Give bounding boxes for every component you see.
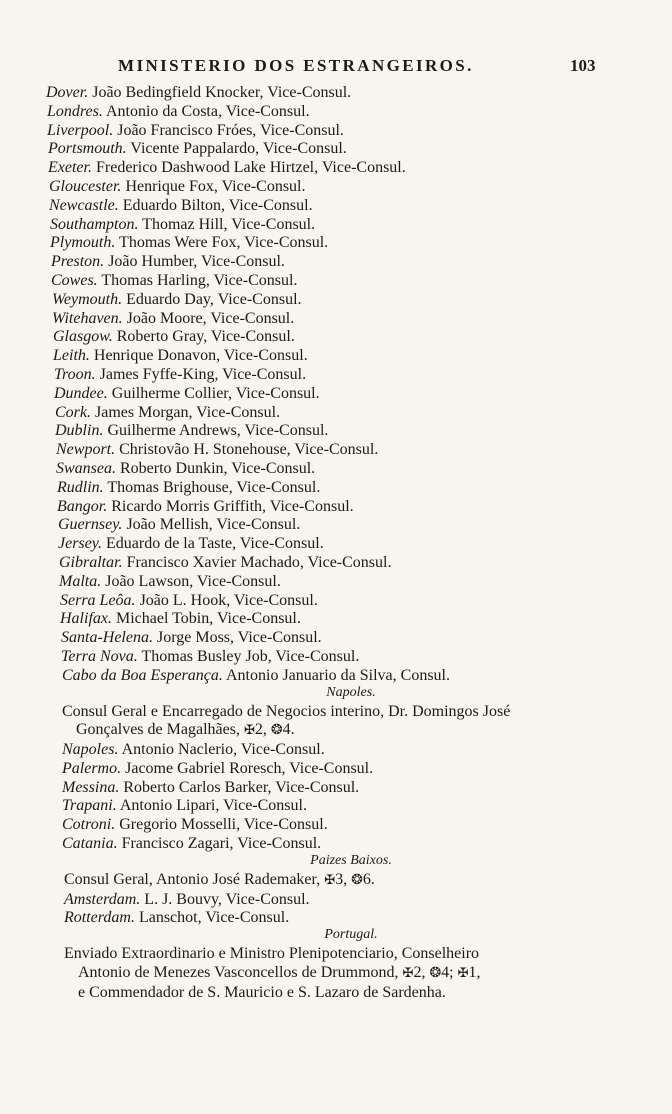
place-name: Gloucester. [49, 177, 122, 195]
consul-name: Thomas Were Fox, Vice-Consul. [119, 234, 329, 252]
list-item [46, 253, 656, 272]
place-name: Palermo. [62, 759, 122, 777]
consul-name: Jorge Moss, Vice-Consul. [156, 629, 322, 647]
consul-general-text: Consul Geral e Encarregado de Negocios interino, Dr. Domingos José [62, 702, 511, 720]
consul-list [46, 84, 656, 1003]
list-item [46, 629, 656, 648]
list-item [46, 422, 656, 441]
place-name: Troon. [54, 365, 96, 383]
list-item [46, 816, 656, 835]
list-item [46, 310, 656, 329]
consul-name: João L. Hook, Vice-Consul. [139, 591, 318, 609]
consul-name: Thomaz Hill, Vice-Consul. [142, 215, 316, 233]
envoy-line-cont [46, 964, 656, 984]
place-name: Witehaven. [52, 309, 123, 327]
consul-name: Antonio Lipari, Vice-Consul. [119, 797, 307, 815]
list-item [46, 460, 656, 479]
list-item [46, 234, 656, 253]
list-item [46, 797, 656, 816]
consul-general-line-cont [46, 721, 656, 741]
consul-name: Henrique Donavon, Vice-Consul. [93, 347, 308, 365]
place-name: Santa-Helena. [61, 629, 153, 647]
consul-name: Gregorio Mosselli, Vice-Consul. [119, 816, 328, 834]
place-name: Preston. [51, 253, 105, 271]
consul-name: Thomas Busley Job, Vice-Consul. [141, 647, 360, 665]
place-name: Londres. [47, 102, 103, 120]
list-item [46, 610, 656, 629]
envoy-line [46, 945, 656, 964]
list-item [46, 835, 656, 854]
list-item [46, 667, 656, 686]
section-heading-napoles [46, 685, 656, 701]
place-name: Cabo da Boa Esperança. [62, 666, 223, 684]
list-item [46, 404, 656, 423]
consul-name: Lanschot, Vice-Consul. [138, 909, 290, 927]
place-name: Cotroni. [62, 816, 116, 834]
list-item [46, 648, 656, 667]
list-item [46, 741, 656, 760]
section-heading-paizes-baixos [46, 853, 656, 869]
sun-order-icon: ❂ [270, 723, 283, 739]
place-name: Exeter. [48, 159, 92, 177]
consul-name: Henrique Fox, Vice-Consul. [125, 177, 306, 195]
section-heading-portugal [46, 927, 656, 943]
cross-order-icon: ✠ [457, 965, 469, 981]
place-name: Rudlin. [57, 478, 104, 496]
place-name: Portsmouth. [48, 140, 127, 158]
place-name: Catania. [62, 835, 118, 853]
list-item [46, 573, 656, 592]
consul-name: Michael Tobin, Vice-Consul. [116, 610, 301, 628]
list-item [46, 779, 656, 798]
consul-name: Vicente Pappalardo, Vice-Consul. [130, 140, 347, 158]
list-item [46, 103, 656, 122]
place-name: Plymouth. [50, 234, 116, 252]
consul-name: James Fyffe-King, Vice-Consul. [99, 365, 307, 383]
consul-name: Francisco Xavier Machado, Vice-Consul. [126, 553, 392, 571]
consul-name: Roberto Gray, Vice-Consul. [116, 328, 295, 346]
consul-general-text: Gonçalves de Magalhães, [76, 721, 240, 739]
list-item [46, 216, 656, 235]
consul-name: Thomas Harling, Vice-Consul. [101, 271, 298, 289]
consul-name: Ricardo Morris Griffith, Vice-Consul. [111, 497, 354, 515]
place-name: Newport. [56, 441, 116, 459]
consul-name: Frederico Dashwood Lake Hirtzel, Vice-Consul. [95, 159, 406, 177]
consul-general-text: Consul Geral, Antonio José Rademaker, [64, 870, 321, 888]
consul-name: James Morgan, Vice-Consul. [95, 403, 281, 421]
order-number: 2, [413, 964, 426, 982]
running-title: MINISTERIO DOS ESTRANGEIROS. [118, 56, 474, 75]
place-name: Bangor. [57, 497, 108, 515]
order-number: 4. [282, 721, 295, 739]
list-item [46, 272, 656, 291]
page-number: 103 [570, 56, 596, 75]
list-item [46, 516, 656, 535]
place-name: Trapani. [62, 797, 117, 815]
consul-name: Jacome Gabriel Roresch, Vice-Consul. [125, 759, 374, 777]
section-heading-text: Portugal. [324, 927, 378, 943]
list-item [46, 760, 656, 779]
consul-name: Antonio Naclerio, Vice-Consul. [121, 741, 325, 759]
list-item [46, 479, 656, 498]
list-item [46, 140, 656, 159]
consul-name: Eduardo Day, Vice-Consul. [126, 290, 302, 308]
order-number: 2, [254, 721, 267, 739]
envoy-line-cont [46, 984, 656, 1003]
list-item [46, 441, 656, 460]
list-item [46, 366, 656, 385]
place-name: Newcastle. [49, 196, 119, 214]
consul-general-line [46, 703, 656, 722]
list-item [46, 554, 656, 573]
order-number: 3, [335, 870, 348, 888]
place-name: Gibraltar. [59, 553, 123, 571]
section-heading-text: Napoles. [326, 684, 376, 700]
place-name: Swansea. [56, 459, 116, 477]
place-name: Cork. [55, 403, 91, 421]
consul-name: João Lawson, Vice-Consul. [105, 572, 281, 590]
consul-name: Guilherme Andrews, Vice-Consul. [107, 422, 329, 440]
section-heading-text: Paizes Baixos. [310, 852, 392, 868]
consul-name: João Moore, Vice-Consul. [126, 309, 295, 327]
cross-order-icon: ✠ [243, 722, 255, 738]
cross-order-icon: ✠ [324, 871, 336, 887]
place-name: Southampton. [50, 215, 139, 233]
consul-name: Christovão H. Stonehouse, Vice-Consul. [119, 441, 379, 459]
consul-name: Antonio Januario da Silva, Consul. [226, 666, 450, 684]
place-name: Rotterdam. [64, 909, 135, 927]
consul-name: Thomas Brighouse, Vice-Consul. [107, 478, 321, 496]
consul-name: Roberto Carlos Barker, Vice-Consul. [123, 778, 360, 796]
consul-name: João Bedingfield Knocker, Vice-Consul. [92, 84, 352, 101]
place-name: Weymouth. [52, 290, 123, 308]
list-item [46, 159, 656, 178]
place-name: Leith. [53, 347, 90, 365]
list-item [46, 498, 656, 517]
place-name: Malta. [59, 572, 102, 590]
place-name: Amsterdam. [64, 890, 141, 908]
place-name: Napoles. [62, 741, 119, 759]
list-item [46, 328, 656, 347]
place-name: Dublin. [55, 422, 104, 440]
consul-name: Eduardo de la Taste, Vice-Consul. [105, 535, 324, 553]
list-item [46, 535, 656, 554]
consul-name: João Mellish, Vice-Consul. [126, 516, 301, 534]
place-name: Messina. [62, 778, 120, 796]
list-item [46, 84, 656, 103]
place-name: Dover. [46, 84, 89, 101]
sun-order-icon: ❂ [351, 872, 363, 888]
consul-name: João Francisco Fróes, Vice-Consul. [117, 121, 344, 139]
place-name: Terra Nova. [61, 647, 138, 665]
consul-name: Eduardo Bilton, Vice-Consul. [122, 196, 313, 214]
order-number: 6. [362, 870, 375, 888]
order-number: 1, [468, 964, 481, 982]
place-name: Jersey. [58, 535, 102, 553]
consul-name: Antonio da Costa, Vice-Consul. [105, 102, 310, 120]
list-item [46, 347, 656, 366]
list-item [46, 891, 656, 910]
place-name: Dundee. [54, 384, 108, 402]
sun-order-icon: ❂ [429, 966, 442, 982]
envoy-text: e Commendador de S. Mauricio e S. Lazaro de Sardenha. [78, 983, 446, 1001]
envoy-text: Enviado Extraordinario e Ministro Plenipotenciario, Conselheiro [64, 945, 480, 963]
page-header [0, 56, 672, 80]
envoy-text: Antonio de Menezes Vasconcellos de Drummond, [78, 964, 399, 982]
list-item [46, 178, 656, 197]
place-name: Glasgow. [53, 328, 113, 346]
list-item [46, 197, 656, 216]
list-item [46, 385, 656, 404]
list-item [46, 291, 656, 310]
place-name: Serra Leôa. [60, 591, 136, 609]
list-item [46, 909, 656, 928]
consul-name: L. J. Bouvy, Vice-Consul. [144, 890, 310, 908]
consul-name: Guilherme Collier, Vice-Consul. [111, 384, 320, 402]
place-name: Cowes. [51, 271, 98, 289]
consul-name: Roberto Dunkin, Vice-Consul. [120, 459, 316, 477]
list-item [46, 592, 656, 611]
order-number: 4; [441, 964, 454, 982]
list-item [46, 122, 656, 141]
consul-name: Francisco Zagari, Vice-Consul. [121, 835, 322, 853]
cross-order-icon: ✠ [402, 965, 414, 981]
place-name: Guernsey. [58, 516, 123, 534]
consul-name: João Humber, Vice-Consul. [108, 253, 285, 271]
consul-general-line [46, 871, 656, 891]
place-name: Liverpool. [47, 121, 114, 139]
place-name: Halifax. [60, 610, 112, 628]
